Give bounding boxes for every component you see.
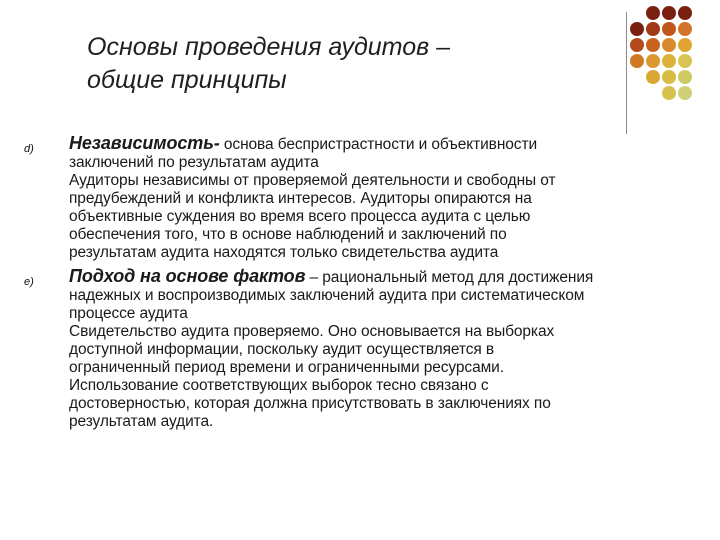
list-item-body	[69, 267, 659, 431]
item-line: Свидетельство аудита проверяемо. Оно основывается на выборках	[69, 323, 555, 340]
title-line-1: Основы проведения аудитов –	[87, 33, 451, 61]
decorative-dot	[662, 22, 676, 36]
decorative-dot	[662, 70, 676, 84]
lead-line	[69, 267, 659, 287]
decorative-dot	[678, 86, 692, 100]
list-marker: e)	[24, 276, 34, 288]
title-line-2: общие принципы	[87, 66, 287, 94]
item-line: Аудиторы независимы от проверяемой деятельности и свободны от	[69, 172, 556, 189]
item-line: надежных и воспроизводимых заключений аудита при систематическом	[69, 287, 585, 304]
item-heading: Подход на основе фактов	[69, 266, 306, 286]
decorative-dot-grid	[630, 6, 720, 126]
decorative-dot	[662, 38, 676, 52]
item-line: заключений по результатам аудита	[69, 154, 319, 171]
decorative-dot	[630, 38, 644, 52]
item-line: объективные суждения во время всего процесса аудита с целью	[69, 208, 531, 225]
lead-line	[69, 134, 659, 154]
item-line: доступной информации, поскольку аудит осуществляется в	[69, 341, 494, 358]
item-line: процессе аудита	[69, 305, 188, 322]
decorative-dot	[662, 6, 676, 20]
item-line: результатам аудита.	[69, 413, 214, 430]
vertical-divider	[626, 12, 627, 134]
item-line: ограниченный период времени и ограниченными ресурсами.	[69, 359, 504, 376]
item-line: обеспечения того, что в основе наблюдений и заключений по	[69, 226, 507, 243]
decorative-dot	[662, 86, 676, 100]
slide-title	[87, 31, 587, 97]
item-line: результатам аудита находятся только свидетельства аудита	[69, 244, 499, 261]
decorative-dot	[646, 54, 660, 68]
item-heading: Независимость-	[69, 133, 220, 153]
decorative-dot	[646, 70, 660, 84]
decorative-dot	[630, 54, 644, 68]
decorative-dot	[678, 6, 692, 20]
decorative-dot	[646, 22, 660, 36]
decorative-dot	[678, 22, 692, 36]
decorative-dot	[662, 54, 676, 68]
item-line: предубеждений и конфликта интересов. Аудиторы опираются на	[69, 190, 532, 207]
list-marker: d)	[24, 143, 34, 155]
decorative-dot	[646, 6, 660, 20]
item-line: Использование соответствующих выборок тесно связано с	[69, 377, 489, 394]
decorative-dot	[678, 54, 692, 68]
decorative-dot	[630, 22, 644, 36]
item-lead-text: основа беспристрастности и объективности	[219, 136, 538, 153]
item-line: достоверностью, которая должна присутствовать в заключениях по	[69, 395, 551, 412]
decorative-dot	[678, 38, 692, 52]
list-item-body	[69, 134, 659, 262]
decorative-dot	[646, 38, 660, 52]
item-lead-text: – рациональный метод для достижения	[305, 269, 594, 286]
decorative-dot	[678, 70, 692, 84]
